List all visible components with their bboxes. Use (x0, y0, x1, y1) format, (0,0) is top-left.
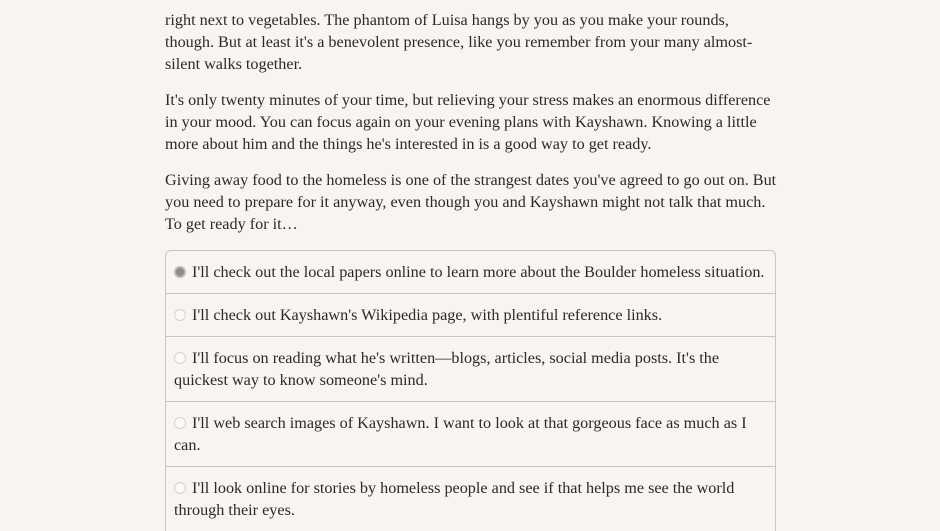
choice-label: I'll look online for stories by homeless people and see if that helps me see the world through their eyes. (174, 479, 735, 519)
story-page (165, 0, 777, 531)
radio-unselected-icon[interactable] (174, 482, 186, 494)
clipped-line (165, 0, 777, 9)
radio-unselected-icon[interactable] (174, 352, 186, 364)
choice-option-5[interactable] (166, 466, 775, 531)
choice-option-3[interactable] (166, 336, 775, 401)
choice-label: I'll focus on reading what he's written—blogs, articles, social media posts. It's the quickest way to know someone's mind. (174, 349, 720, 389)
story-paragraph-1 (165, 0, 777, 75)
story-paragraph-text: right next to vegetables. The phantom of Luisa hangs by you as you make your rounds, though. But at least it's a benevolent presence, like you remember from your many almost-silent walks together. (165, 11, 753, 73)
radio-selected-icon[interactable] (174, 266, 186, 278)
radio-unselected-icon[interactable] (174, 417, 186, 429)
choice-label: I'll check out the local papers online to learn more about the Boulder homeless situation. (192, 263, 765, 281)
choice-option-1[interactable] (166, 251, 775, 293)
choice-label: I'll web search images of Kayshawn. I want to look at that gorgeous face as much as I can. (174, 414, 747, 454)
choice-list (165, 250, 776, 531)
story-paragraph-2: It's only twenty minutes of your time, but relieving your stress makes an enormous difference in your mood. You can focus again on your evening plans with Kayshawn. Knowing a little more about him and the things he's interested in is a good way to get ready. (165, 91, 771, 153)
radio-unselected-icon[interactable] (174, 309, 186, 321)
choice-label: I'll check out Kayshawn's Wikipedia page, with plentiful reference links. (192, 306, 663, 324)
story-paragraph-3: Giving away food to the homeless is one of the strangest dates you've agreed to go out on. But you need to prepare for it anyway, even though you and Kayshawn might not talk that much. To get ready for it… (165, 171, 777, 233)
choice-option-2[interactable] (166, 293, 775, 336)
choice-option-4[interactable] (166, 401, 775, 466)
